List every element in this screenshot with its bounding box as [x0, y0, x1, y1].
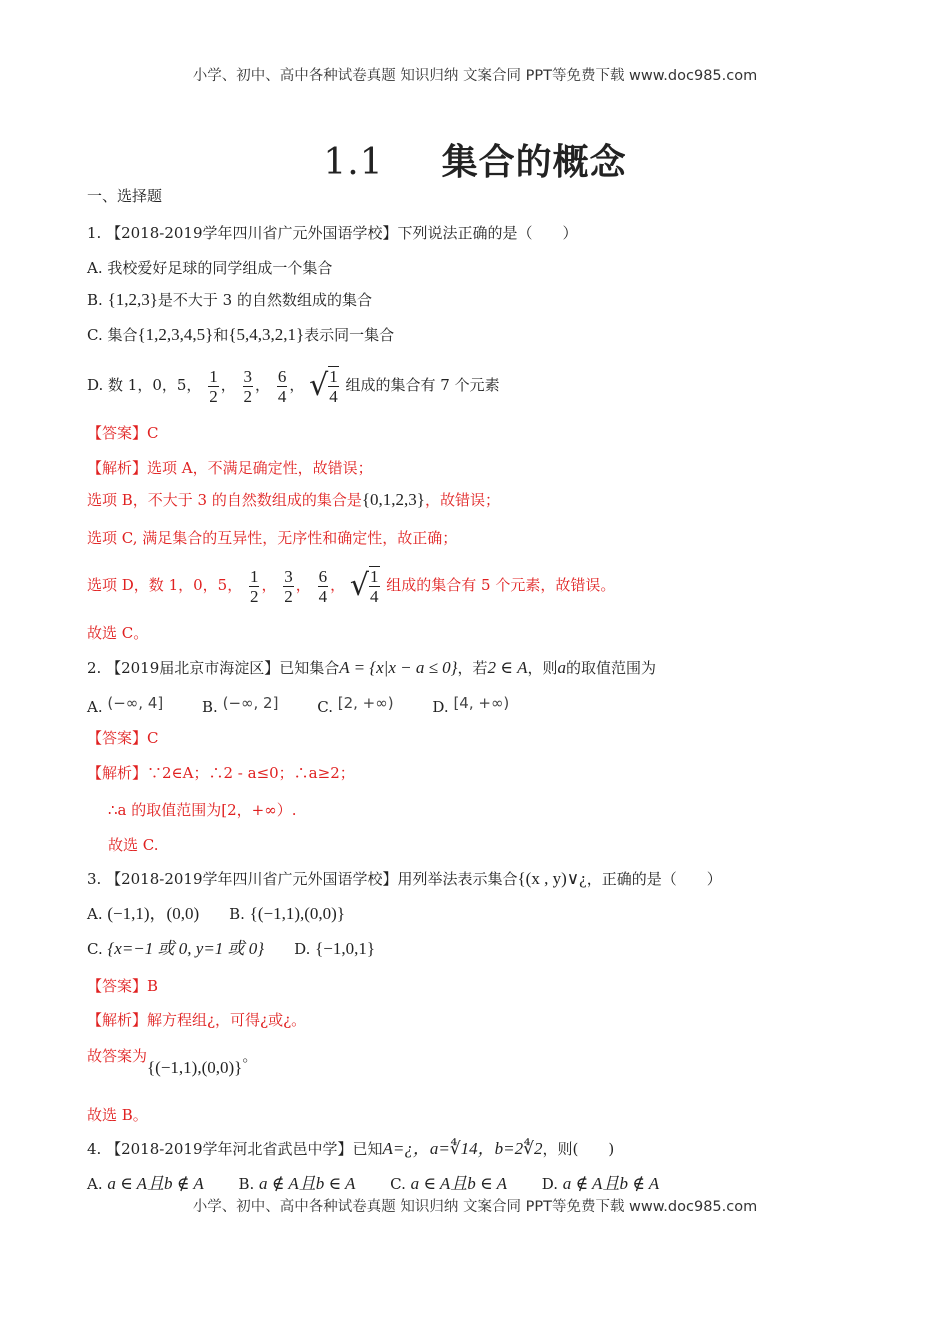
text-fragment: (−∞, 2]	[222, 694, 279, 712]
text-fragment: A = {x|x − a ≤ 0}	[339, 658, 458, 677]
fraction	[243, 367, 254, 406]
text-fragment: {5,4,3,2,1}	[228, 325, 305, 344]
text-fragment: 1	[249, 566, 259, 586]
fraction	[328, 366, 339, 406]
text-fragment: ，	[220, 376, 236, 394]
q3-options-cd	[87, 938, 375, 960]
text-fragment: ，	[255, 376, 271, 394]
text-fragment: 4	[370, 587, 379, 606]
text-fragment: 2. 【2019届北京市海淀区】已知集合	[87, 659, 340, 677]
text-fragment: {0,1,2,3}	[361, 490, 425, 509]
text-fragment: 2 ∈ A	[487, 658, 528, 677]
text-fragment: {1,2,3,4,5}	[137, 325, 214, 344]
q3-result	[87, 1045, 258, 1077]
text-fragment: ，故错误；	[424, 491, 500, 509]
text-fragment: C. 集合	[87, 326, 138, 344]
text-fragment: B.	[238, 1175, 260, 1193]
fraction	[277, 367, 288, 406]
q4-option-a	[87, 1175, 204, 1193]
text-fragment: 1	[209, 366, 218, 386]
text-fragment: 4	[329, 387, 338, 406]
page-title	[0, 140, 950, 185]
q3-stem	[87, 868, 722, 890]
text-fragment: ，	[330, 576, 346, 594]
q2-option-b	[202, 692, 278, 718]
page-footer: 小学、初中、高中各种试卷真题 知识归纳 文案合同 PPT等免费下载 www.doc985.com	[192, 1199, 758, 1215]
text-fragment: A.	[87, 1175, 108, 1193]
text-fragment: D.	[294, 940, 316, 958]
text-fragment: ，则( )	[542, 1140, 615, 1158]
text-fragment: 。	[242, 1047, 258, 1065]
q2-stem	[87, 657, 656, 679]
section-heading: 一、选择题	[87, 187, 163, 205]
q2-range: ∴a 的取值范围为[2，+∞）.	[108, 801, 297, 819]
text-fragment: 2	[284, 586, 293, 606]
text-fragment: B.	[87, 291, 108, 309]
text-fragment: {(x , y)∨¿	[517, 869, 587, 888]
text-fragment: 是不大于 3 的自然数组成的集合	[157, 291, 372, 309]
q3-answer: 【答案】B	[87, 977, 159, 995]
text-fragment: ，	[295, 576, 311, 594]
text-fragment: 6	[277, 366, 287, 386]
text-fragment: 的取值范围为	[565, 659, 656, 677]
q3-analysis: 【解析】解方程组¿，可得¿或¿。	[87, 1011, 307, 1029]
q2-option-d	[432, 692, 509, 718]
text-fragment: 1	[370, 567, 379, 586]
page-header: 小学、初中、高中各种试卷真题 知识归纳 文案合同 PPT等免费下载 www.doc985.com	[192, 68, 758, 84]
text-fragment: A.	[87, 905, 108, 923]
q2-options	[87, 692, 543, 718]
text-fragment: 3	[243, 366, 253, 386]
q2-option-a	[87, 692, 163, 718]
text-fragment: 3	[284, 566, 293, 586]
text-fragment: 2	[243, 386, 253, 406]
text-fragment: (−∞, 4]	[107, 694, 164, 712]
text-fragment: B.	[229, 905, 250, 923]
text-fragment: ，则	[527, 659, 558, 677]
q2-option-c	[317, 692, 393, 718]
text-fragment: ，若	[457, 659, 488, 677]
q1-analysis-c: 选项 C, 满足集合的互异性，无序性和确定性，故正确；	[87, 529, 458, 547]
q1-option-a: A. 我校爱好足球的同学组成一个集合	[87, 259, 333, 277]
text-fragment: (−1,1)，(0,0)	[107, 904, 200, 923]
q1-conclusion: 故选 C。	[87, 624, 149, 642]
text-fragment: 故答案为	[87, 1047, 148, 1065]
text-fragment: 组成的集合有 7 个元素	[345, 376, 500, 394]
q1-analysis-d	[87, 562, 615, 608]
q1-answer: 【答案】C	[87, 424, 159, 442]
text-fragment: a ∈ A且b ∈ A	[410, 1174, 507, 1193]
q1-option-d	[87, 362, 500, 408]
text-fragment: a ∉ A且b ∈ A	[259, 1174, 356, 1193]
text-fragment: 3. 【2018-2019学年四川省广元外国语学校】用列举法表示集合	[87, 870, 518, 888]
text-fragment: a ∉ A且b ∉ A	[562, 1174, 660, 1193]
text-fragment: 4	[277, 386, 287, 406]
q4-option-c	[390, 1175, 507, 1193]
text-fragment: √	[349, 568, 369, 603]
text-fragment: 和	[213, 326, 229, 344]
fraction	[318, 567, 329, 606]
fraction	[249, 567, 260, 606]
text-fragment	[350, 566, 382, 606]
text-fragment: ，	[261, 576, 277, 594]
text-fragment: {x=−1 或 0, y=1 或 0}	[107, 939, 265, 958]
text-fragment: ，	[289, 376, 305, 394]
text-fragment: ，正确的是（ ）	[586, 870, 722, 888]
text-fragment: [4, +∞)	[453, 694, 510, 712]
q2-analysis: 【解析】∵2∈A；∴2 - a≤0；∴a≥2；	[87, 764, 355, 782]
text-fragment: a ∈ A且b ∉ A	[107, 1174, 204, 1193]
title-text: 集合的概念	[441, 141, 627, 183]
q4-stem	[87, 1138, 614, 1160]
q4-options	[87, 1173, 659, 1195]
text-fragment: C.	[390, 1175, 411, 1193]
q1-analysis-b	[87, 489, 500, 511]
text-fragment: A.	[87, 698, 103, 716]
text-fragment: a	[557, 658, 566, 677]
q4-option-d	[542, 1175, 659, 1193]
q3-conclusion: 故选 B。	[87, 1106, 148, 1124]
q3-options-ab	[87, 903, 345, 925]
radical	[309, 366, 341, 406]
text-fragment: 6	[318, 566, 328, 586]
text-fragment: [2, +∞)	[337, 694, 394, 712]
text-fragment: 4. 【2018-2019学年河北省武邑中学】已知	[87, 1140, 383, 1158]
text-fragment: 组成的集合有 5 个元素，故错误。	[386, 576, 616, 594]
text-fragment: {(−1,1),(0,0)}	[147, 1058, 243, 1077]
q2-conclusion: 故选 C.	[108, 836, 159, 854]
text-fragment: C.	[87, 940, 108, 958]
q1-stem: 1. 【2018-2019学年四川省广元外国语学校】下列说法正确的是（ ）	[87, 224, 578, 242]
q1-analysis-a: 【解析】选项 A，不满足确定性，故错误；	[87, 459, 373, 477]
text-fragment: C.	[317, 698, 333, 716]
fraction	[208, 367, 219, 406]
text-fragment: 2	[249, 586, 259, 606]
title-number: 1.1	[323, 142, 384, 183]
text-fragment: √	[309, 368, 329, 403]
text-fragment: D. 数 1，0，5，	[87, 376, 202, 394]
text-fragment: D.	[432, 698, 449, 716]
text-fragment: {(−1,1),(0,0)}	[249, 904, 345, 923]
fraction	[283, 567, 294, 606]
text-fragment: 2	[209, 386, 218, 406]
text-fragment: 表示同一集合	[304, 326, 395, 344]
text-fragment: {1,2,3}	[107, 290, 158, 309]
q1-option-c	[87, 324, 394, 346]
text-fragment: D.	[541, 1175, 563, 1193]
text-fragment: 1	[329, 367, 338, 386]
text-fragment: 4	[318, 586, 328, 606]
text-fragment: 选项 D，数 1，0，5，	[87, 576, 243, 594]
q4-option-b	[238, 1175, 355, 1193]
text-fragment: A=¿，a=∜14，b=2∜2	[382, 1139, 543, 1158]
text-fragment: {−1,0,1}	[315, 939, 376, 958]
q2-answer: 【答案】C	[87, 729, 159, 747]
text-fragment: 选项 B，不大于 3 的自然数组成的集合是	[87, 491, 362, 509]
fraction	[369, 566, 380, 606]
q1-option-b	[87, 289, 372, 311]
text-fragment: B.	[202, 698, 218, 716]
